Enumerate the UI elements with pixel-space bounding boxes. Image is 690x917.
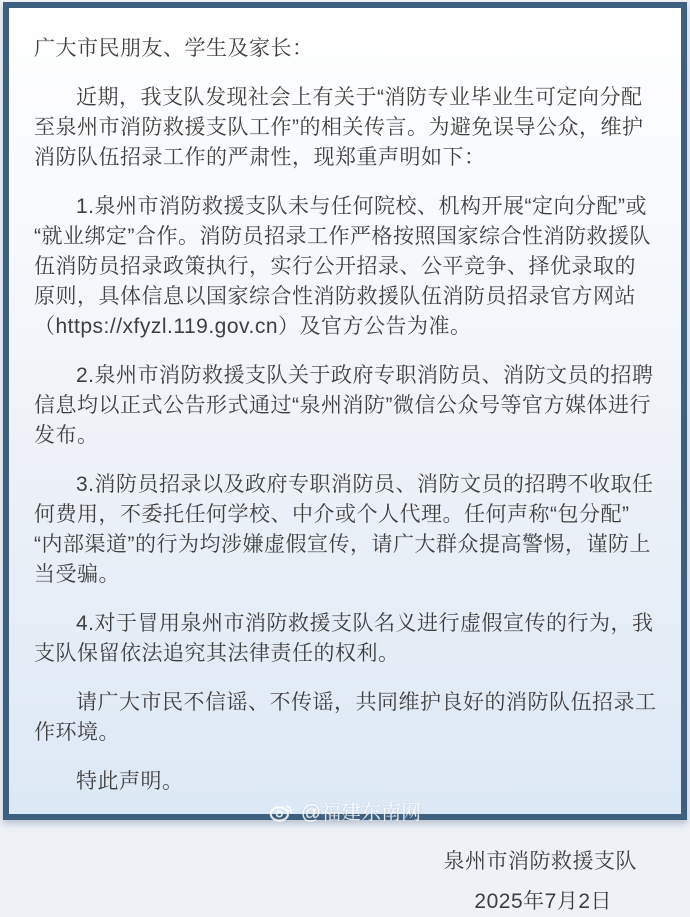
notice-card bbox=[3, 2, 687, 913]
statement-item-1: 1.泉州市消防救援支队未与任何院校、机构开展“定向分配”或“就业绑定”合作。消防员招录工作严格按照国家综合性消防救援队伍消防员招录政策执行，实行公开招录、公平竞争、择优录取的原则，具体信息以国家综合性消防救援队伍消防员招录官方网站（https://xfyzl.119.gov.cn）及官方公告为准。 bbox=[34, 195, 651, 338]
weibo-icon bbox=[269, 798, 296, 823]
date: 2025年7月2日 bbox=[474, 890, 612, 913]
salutation: 广大市民朋友、学生及家长： bbox=[34, 37, 314, 60]
signature: 泉州市消防救援支队 bbox=[443, 850, 637, 873]
statement-item-2: 2.泉州市消防救援支队关于政府专职消防员、消防文员的招聘信息均以正式公告形式通过“泉州消防”微信公众号等官方媒体进行发布。 bbox=[34, 364, 654, 447]
statement-item-3: 3.消防员招录以及政府专职消防员、消防文员的招聘不收取任何费用，不委托任何学校、中介或个人代理。任何声称“包分配”“内部渠道”的行为均涉嫌虚假宣传，请广大群众提高警惕，谨防上当受骗。 bbox=[34, 473, 654, 586]
statement-item-4: 4.对于冒用泉州市消防救援支队名义进行虚假宣传的行为，我支队保留依法追究其法律责任的权利。 bbox=[34, 612, 654, 665]
appeal-paragraph: 请广大市民不信谣、不传谣，共同维护良好的消防队伍招录工作环境。 bbox=[34, 691, 657, 744]
closing-line: 特此声明。 bbox=[76, 770, 184, 793]
watermark bbox=[269, 796, 421, 825]
notice-content bbox=[9, 8, 681, 917]
watermark-label: @福建东南网 bbox=[300, 802, 422, 824]
intro-paragraph: 近期，我支队发现社会上有关于“消防专业毕业生可定向分配至泉州市消防救援支队工作”的相关传言。为避免误导公众，维护消防队伍招录工作的严肃性，现郑重声明如下： bbox=[34, 86, 644, 169]
